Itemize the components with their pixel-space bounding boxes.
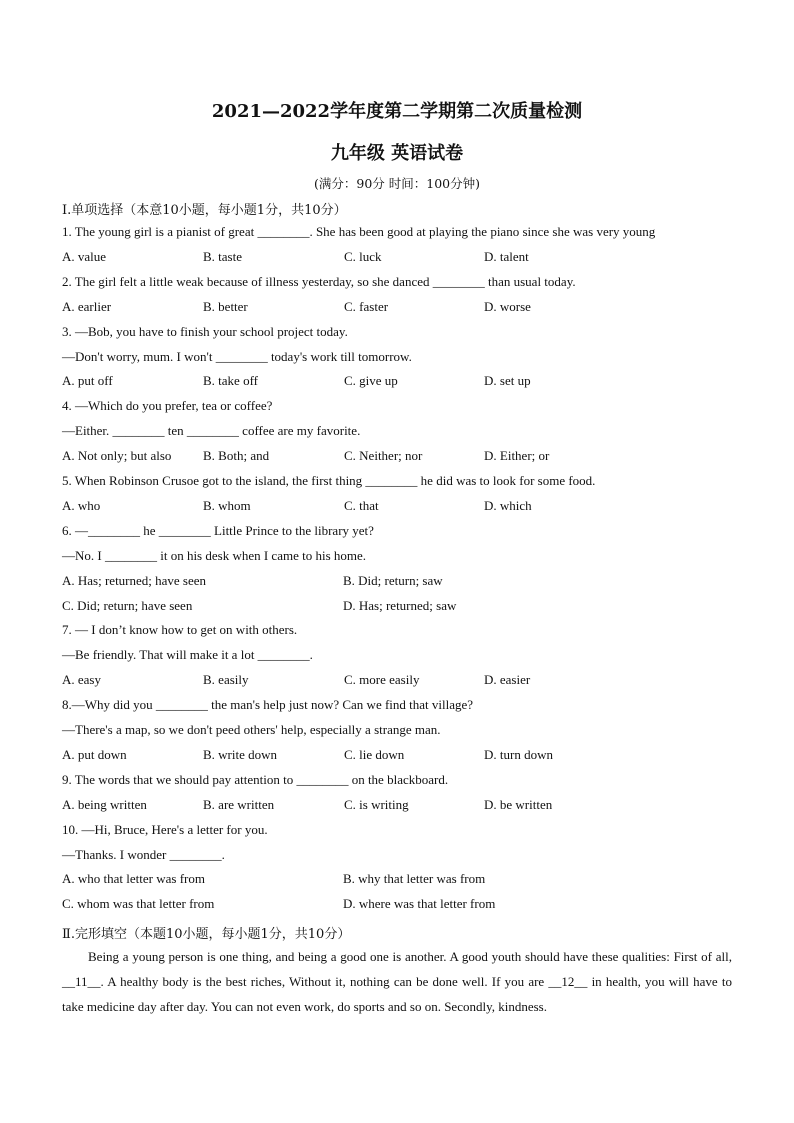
question-6-line: 6. —________ he ________ Little Prince to the library yet? — [62, 522, 374, 538]
question-2-line: 2. The girl felt a little weak because of illness yesterday, so she danced ________ than usual today. — [62, 273, 576, 289]
question-7-option: D. easier — [484, 672, 531, 688]
question-3-line: 3. —Bob, you have to finish your school project today. — [62, 323, 348, 339]
question-9-line: 9. The words that we should pay attention to ________ on the blackboard. — [62, 771, 449, 787]
question-7-option: C. more easily — [344, 672, 420, 688]
question-7-option: A. easy — [62, 672, 101, 688]
question-9-option: B. are written — [203, 796, 275, 812]
question-10-option: D. where was that letter from — [343, 896, 496, 912]
question-2-option: D. worse — [484, 298, 531, 314]
cloze-paragraph-text: Being a young person is one thing, and being a good one is another. A good youth should have these qualities: First of all, __11__. A healthy body is the best riches, Without it, nothing can be done well. If you are __12__ in health, you will have to take medicine day after day. You can not even work, do sports and so on. Secondly, kindness. — [62, 949, 732, 1014]
section-1-heading: Ⅰ.单项选择（本意10小题，每小题1分，共10分） — [62, 203, 347, 218]
question-8-option: B. write down — [203, 746, 278, 762]
question-4-option: D. Either; or — [484, 448, 550, 464]
question-6-option: D. Has; returned; saw — [343, 597, 457, 613]
question-10-option: A. who that letter was from — [62, 871, 205, 887]
question-8-option: D. turn down — [484, 746, 553, 762]
question-8-line: —There's a map, so we don't peed others' help, especially a strange man. — [62, 722, 441, 737]
question-3-line: —Don't worry, mum. I won't ________ today's work till tomorrow. — [62, 348, 412, 364]
question-5-option: B. whom — [203, 497, 251, 513]
question-7-option: B. easily — [203, 672, 249, 688]
question-4-option: B. Both; and — [203, 448, 270, 464]
question-10-option: B. why that letter was from — [343, 871, 486, 887]
question-2-option: A. earlier — [62, 298, 112, 314]
question-5-option: C. that — [344, 497, 379, 513]
question-9-option: A. being written — [62, 796, 147, 812]
question-1-option: D. talent — [484, 248, 529, 264]
question-7-line: —Be friendly. That will make it a lot ________. — [62, 647, 313, 663]
question-3-option: A. put off — [62, 373, 113, 389]
question-1-option: A. value — [62, 248, 107, 264]
question-10-line: 10. —Hi, Bruce, Here's a letter for you. — [62, 821, 268, 837]
question-1-option: B. taste — [203, 248, 242, 264]
question-4-line: 4. —Which do you prefer, tea or coffee? — [62, 398, 273, 414]
question-5-line: 5. When Robinson Crusoe got to the island, the first thing ________ he did was to look for some food. — [62, 473, 596, 488]
question-8-line: 8.—Why did you ________ the man's help just now? Can we find that village? — [62, 697, 474, 713]
question-6-option: C. Did; return; have seen — [62, 597, 193, 613]
question-9-option: C. is writing — [344, 796, 409, 812]
question-3-option: D. set up — [484, 373, 531, 389]
question-6-option: A. Has; returned; have seen — [62, 572, 207, 588]
exam-subtitle: 九年级 英语试卷 — [330, 143, 464, 164]
question-1-option: C. luck — [344, 248, 382, 264]
question-6-line: —No. I ________ it on his desk when I came to his home. — [62, 547, 367, 563]
question-10-option: C. whom was that letter from — [62, 896, 215, 912]
question-7-line: 7. — I don’t know how to get on with others. — [62, 622, 298, 638]
question-8-option: A. put down — [62, 746, 127, 762]
question-4-option: A. Not only; but also — [62, 448, 172, 464]
question-2-option: B. better — [203, 298, 248, 314]
question-1-line: 1. The young girl is a pianist of great ________. She has been good at playing the piano since she was very young — [62, 224, 656, 239]
section-2-heading: Ⅱ.完形填空（本题10小题，每小题1分，共10分） — [62, 927, 351, 942]
question-9-option: D. be written — [484, 796, 553, 812]
question-10-line: —Thanks. I wonder ________. — [62, 846, 225, 862]
question-3-option: B. take off — [203, 373, 258, 389]
question-5-option: D. which — [484, 497, 532, 513]
cloze-paragraph — [62, 944, 732, 1019]
exam-title: 2021—2022学年度第二学期第二次质量检测 — [211, 101, 583, 122]
question-3-option: C. give up — [344, 373, 398, 389]
question-8-option: C. lie down — [344, 746, 405, 762]
question-4-line: —Either. ________ ten ________ coffee are my favorite. — [62, 423, 361, 439]
question-4-option: C. Neither; nor — [344, 448, 423, 464]
exam-info: (满分：90分 时间：100分钟) — [314, 176, 480, 191]
question-2-option: C. faster — [344, 298, 389, 314]
question-5-option: A. who — [62, 497, 101, 513]
question-6-option: B. Did; return; saw — [343, 572, 443, 588]
